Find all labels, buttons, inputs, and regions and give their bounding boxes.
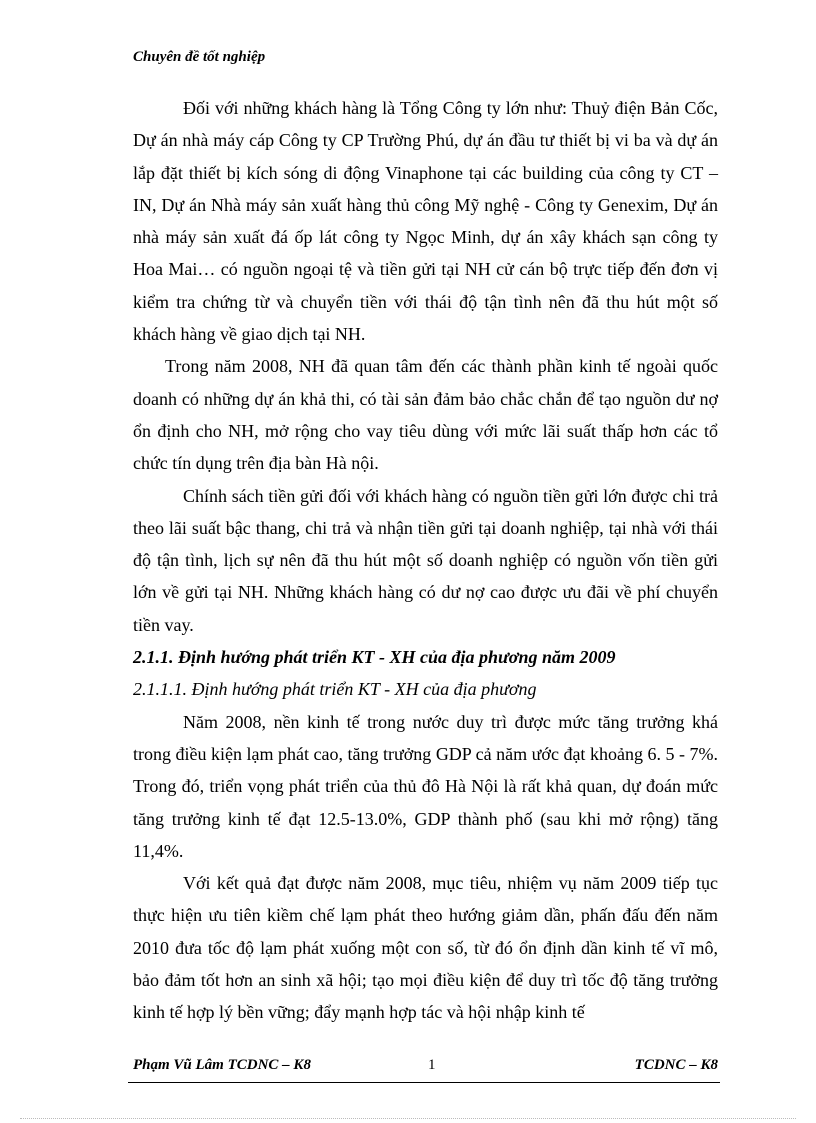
page-break-dotted-line [20, 1118, 796, 1119]
footer-page-number: 1 [428, 1057, 436, 1073]
page-footer [133, 1057, 718, 1079]
footer-author: Phạm Vũ Lâm TCDNC – K8 [133, 1057, 311, 1073]
paragraph-3: Chính sách tiền gửi đối với khách hàng có nguồn tiền gửi lớn được chi trả theo lãi suất bậc thang, chi trả và nhận tiền gửi tại doanh nghiệp, tại nhà với thái độ tận tình, lịch sự nên đã thu hút một số doanh nghiệp có nguồn vốn tiền gửi lớn về gửi tại NH. Những khách hàng có dư nợ cao được ưu đãi về phí chuyển tiền vay. [133, 485, 718, 635]
subsection-heading-2-1-1-1: 2.1.1.1. Định hướng phát triển KT - XH của địa phương [133, 679, 537, 700]
footer-rule [128, 1082, 720, 1083]
paragraph-2: Trong năm 2008, NH đã quan tâm đến các thành phần kinh tế ngoài quốc doanh có những dự án khả thi, có tài sản đảm bảo chắc chắn để tạo nguồn dư nợ ổn định cho NH, mở rộng cho vay tiêu dùng với mức lãi suất thấp hơn các tổ chức tín dụng trên địa bàn Hà nội. [133, 356, 718, 474]
page-header-title: Chuyên đề tốt nghiệp [133, 49, 266, 65]
paragraph-5: Với kết quả đạt được năm 2008, mục tiêu, nhiệm vụ năm 2009 tiếp tục thực hiện ưu tiên kiềm chế lạm phát theo hướng giảm dần, phấn đấu đến năm 2010 đưa tốc độ lạm phát xuống một con số, từ đó ổn định dần kinh tế vĩ mô, bảo đảm tốt hơn an sinh xã hội; tạo mọi điều kiện để duy trì tốc độ tăng trưởng kinh tế hợp lý bền vững; đẩy mạnh hợp tác và hội nhập kinh tế [133, 873, 718, 1023]
section-heading-2-1-1: 2.1.1. Định hướng phát triển KT - XH của địa phương năm 2009 [133, 647, 616, 668]
paragraph-1: Đối với những khách hàng là Tổng Công ty lớn như: Thuỷ điện Bản Cốc, Dự án nhà máy cáp Công ty CP Trường Phú, dự án đầu tư thiết bị vi ba và dự án lắp đặt thiết bị kích sóng di động Vinaphone tại các building của công ty CT – IN, Dự án Nhà máy sản xuất hàng thủ công Mỹ nghệ - Công ty Genexim, Dự án nhà máy sản xuất đá ốp lát công ty Ngọc Minh, dự án xây khách sạn công ty Hoa Mai… có nguồn ngoại tệ và tiền gửi tại NH cử cán bộ trực tiếp đến đơn vị kiểm tra chứng từ và chuyển tiền với thái độ tận tình nên đã thu hút một số khách hàng về giao dịch tại NH. [133, 98, 718, 345]
paragraph-4: Năm 2008, nền kinh tế trong nước duy trì được mức tăng trưởng khá trong điều kiện lạm phát cao, tăng trưởng GDP cả năm ước đạt khoảng 6. 5 - 7%. Trong đó, triển vọng phát triển của thủ đô Hà Nội là rất khả quan, dự đoán mức tăng trưởng kinh tế đạt 12.5-13.0%, GDP thành phố (sau khi mở rộng) tăng 11,4%. [133, 711, 718, 861]
document-body [133, 92, 718, 1029]
footer-class-code: TCDNC – K8 [634, 1057, 718, 1073]
